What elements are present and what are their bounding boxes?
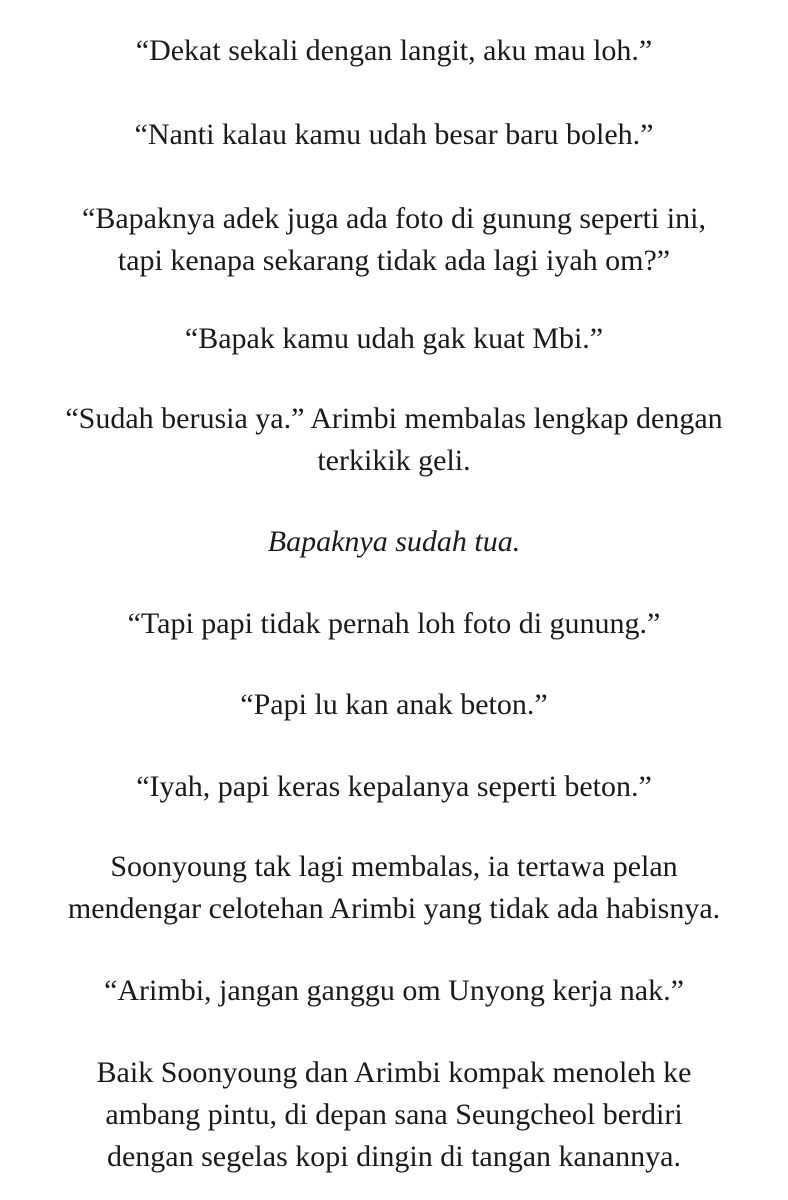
paragraph-line: terkikik geli. — [317, 444, 471, 477]
paragraph-line: “Iyah, papi keras kepalanya seperti beton.” — [136, 770, 652, 803]
paragraph-line: “Nanti kalau kamu udah besar baru boleh.” — [134, 118, 654, 151]
paragraph-line: Baik Soonyoung dan Arimbi kompak menoleh ke — [96, 1056, 692, 1089]
paragraph-11 — [0, 970, 788, 1012]
paragraph-1 — [0, 30, 788, 72]
paragraph-line: “Bapaknya adek juga ada foto di gunung seperti ini, — [82, 202, 706, 235]
paragraph-8 — [0, 684, 788, 726]
paragraph-4 — [0, 318, 788, 360]
paragraph-line: “Bapak kamu udah gak kuat Mbi.” — [184, 322, 604, 355]
paragraph-line: “Sudah berusia ya.” Arimbi membalas lengkap dengan — [65, 402, 723, 435]
paragraph-line: tapi kenapa sekarang tidak ada lagi iyah om?” — [117, 244, 671, 277]
paragraph-line: dengan segelas kopi dingin di tangan kanannya. — [106, 1140, 681, 1173]
paragraph-5 — [0, 398, 788, 482]
paragraph-2 — [0, 114, 788, 156]
paragraph-line: “Dekat sekali dengan langit, aku mau loh.” — [135, 34, 653, 67]
paragraph-12 — [0, 1052, 788, 1178]
paragraph-line: “Arimbi, jangan ganggu om Unyong kerja nak.” — [104, 974, 684, 1007]
paragraph-line: Bapaknya sudah tua. — [267, 525, 521, 558]
paragraph-line: Soonyoung tak lagi membalas, ia tertawa pelan — [110, 850, 678, 883]
paragraph-9 — [0, 766, 788, 808]
paragraph-line: mendengar celotehan Arimbi yang tidak ada habisnya. — [67, 892, 721, 925]
paragraph-line: ambang pintu, di depan sana Seungcheol berdiri — [105, 1098, 683, 1131]
paragraph-10 — [0, 846, 788, 930]
paragraph-7 — [0, 603, 788, 645]
paragraph-line: “Tapi papi tidak pernah loh foto di gunung.” — [127, 607, 661, 640]
paragraph-3 — [0, 198, 788, 282]
paragraph-line: “Papi lu kan anak beton.” — [240, 688, 548, 721]
paragraph-6-italic — [0, 521, 788, 563]
